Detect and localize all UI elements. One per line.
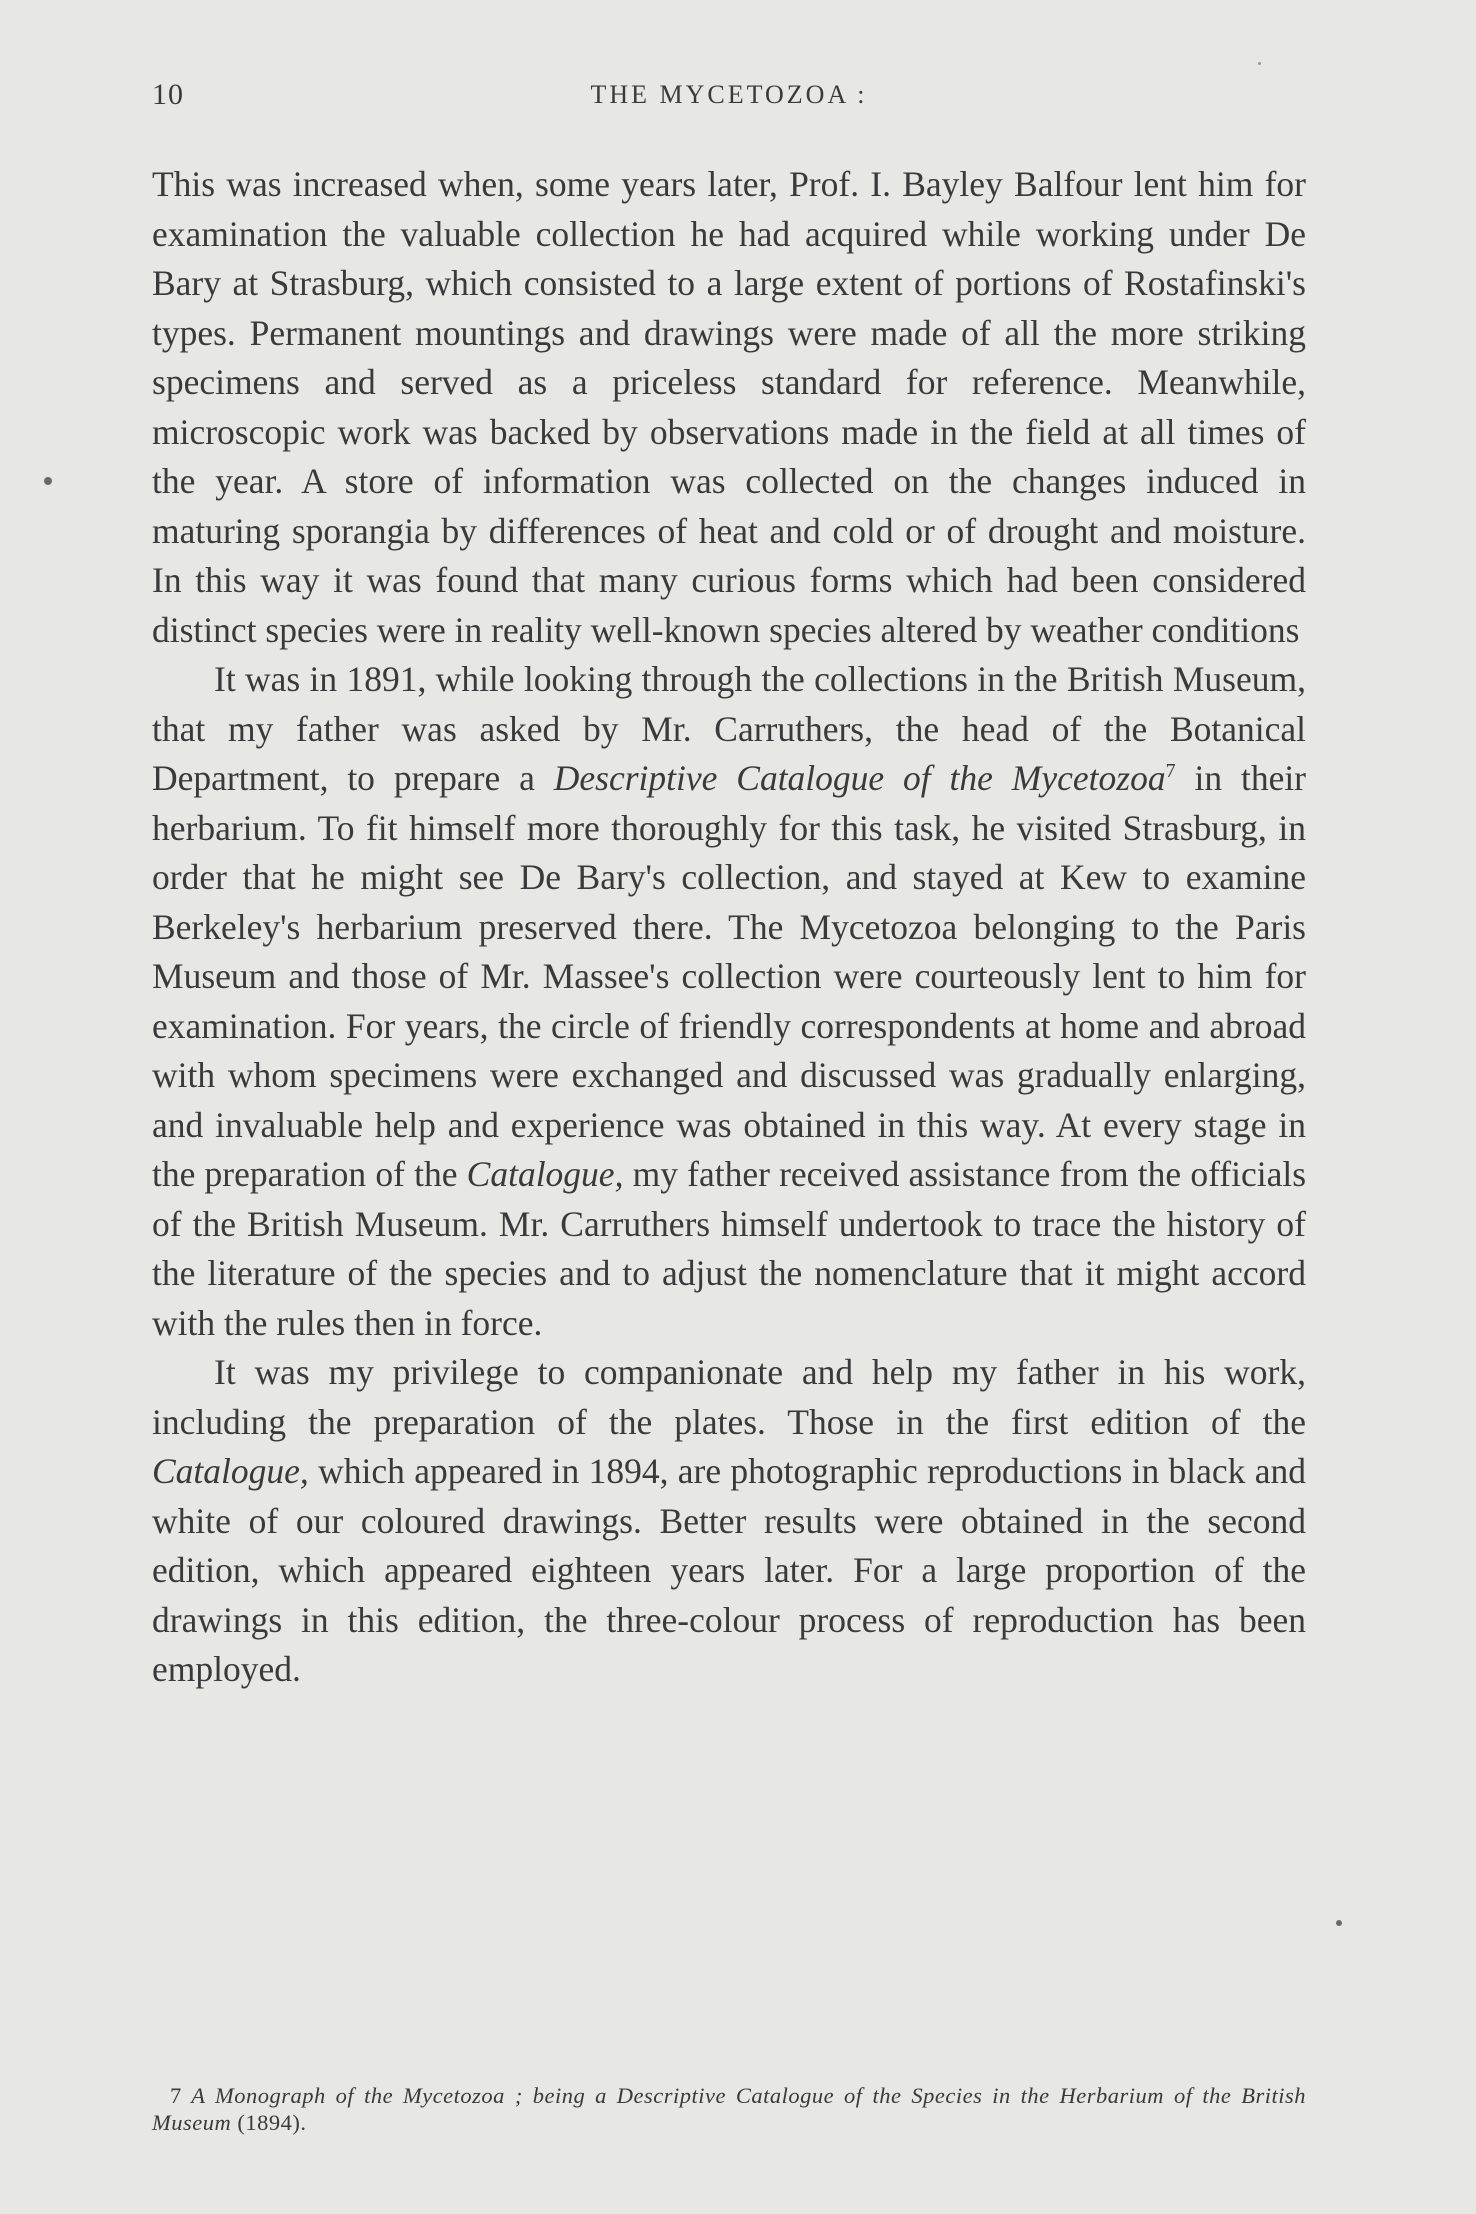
footnote-reference: 7	[1165, 760, 1176, 783]
print-speck	[44, 477, 52, 485]
footnote-text: A Monograph of the Mycetozoa ; being a Descriptive Catalogue of the Species in the Herbarium of the British Museum	[152, 2083, 1307, 2135]
paragraph-2-text-2: in their herbarium. To fit himself more thoroughly for this task, he visited Strasburg, in order that he might see De Bary's collection, and stayed at Kew to examine Berkeley's herbarium preserved there. The Mycetozoa belonging to the Paris Museum and those of Mr. Massee's collection were courteously lent to him for examination. For years, the circle of friendly correspondents at home and abroad with whom specimens were exchanged and discussed was gradually enlarging, and invaluable help and experience was obtained in this way. At every stage in the preparation of the	[152, 758, 1307, 1194]
footnote	[152, 2082, 1306, 2136]
print-speck	[1336, 1920, 1342, 1926]
paragraph-2-text-1: It was in 1891, while looking through the collections in the British Museum, that my father was asked by Mr. Carruthers, the head of the Botanical Department, to prepare a	[152, 659, 1306, 798]
print-speck	[1258, 62, 1261, 65]
running-head	[152, 78, 1306, 118]
paragraph-1: This was increased when, some years later, Prof. I. Bayley Balfour lent him for examination the valuable collection he had acquired while working under De Bary at Strasburg, which consisted to a large extent of portions of Rostafinski's types. Permanent mountings and drawings were made of all the more striking specimens and served as a priceless standard for reference. Meanwhile, microscopic work was backed by observations made in the field at all times of the year. A store of information was collected on the changes induced in maturing sporangia by differences of heat and cold or of drought and moisture. In this way it was found that many curious forms which had been considered distinct species were in reality well-known species altered by weather conditions	[152, 164, 1306, 650]
body-text	[152, 160, 1306, 1695]
footnote-number: 7	[170, 2083, 182, 2108]
paragraph-2-text-3: my father received assistance from the officials of the British Museum. Mr. Carruthers himself undertook to trace the history of the literature of the species and to adjust the nomenclature that it might accord with the rules then in force.	[152, 1154, 1307, 1343]
book-title-descriptive-catalogue: Descriptive Catalogue of the Mycetozoa	[553, 758, 1166, 798]
page-number: 10	[152, 78, 184, 111]
paragraph-3	[152, 1348, 1306, 1695]
paragraph-3-text-2: which appeared in 1894, are photographic reproductions in black and white of our coloured drawings. Better results were obtained in the second edition, which appeared eighteen years later. For a large proportion of the drawings in this edition, the three-colour process of reproduction has been employed.	[152, 1451, 1306, 1689]
footnote-year: (1894).	[237, 2110, 307, 2135]
book-title-catalogue: Catalogue,	[152, 1451, 309, 1491]
paragraph-3-text-1: It was my privilege to companionate and help my father in his work, including the preparation of the plates. Those in the first edition of the	[152, 1352, 1306, 1442]
paragraph-2	[152, 655, 1306, 1348]
running-title: THE MYCETOZOA :	[590, 80, 868, 109]
book-title-catalogue: Catalogue,	[466, 1154, 624, 1194]
